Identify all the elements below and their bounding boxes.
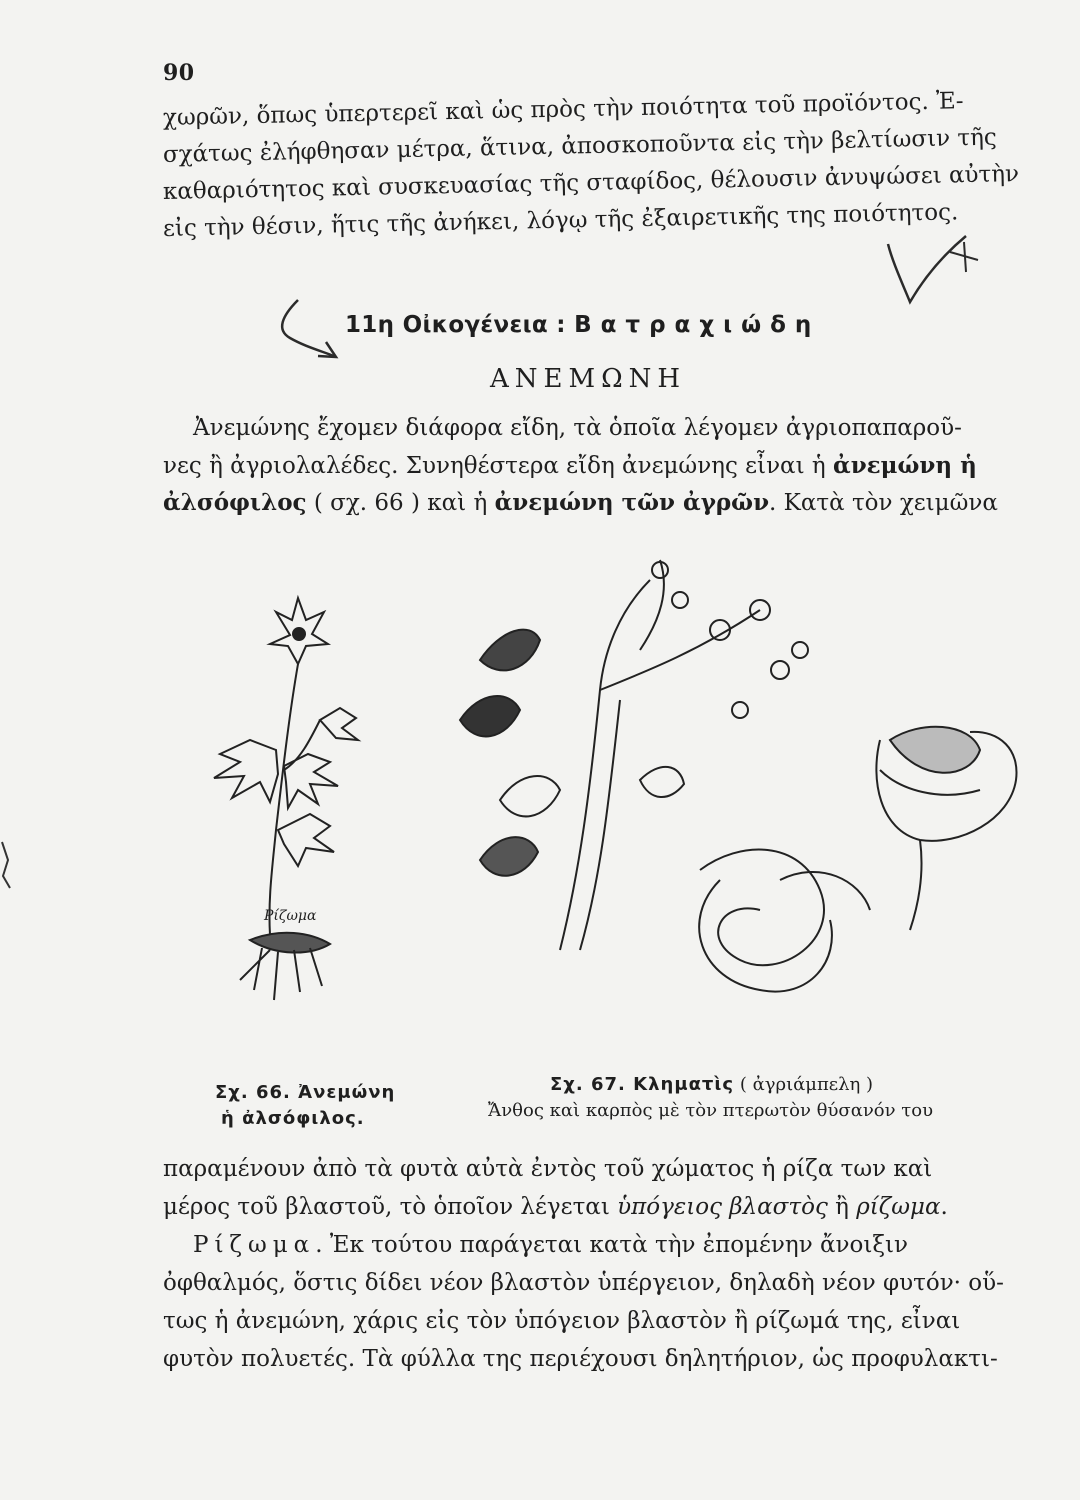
figure-66-caption <box>215 1080 395 1132</box>
text-run: μέρος τοῦ βλαστοῦ, τὸ ὁποῖον λέγεται <box>163 1194 618 1220</box>
text-line: σχάτως ἐλήφθησαν μέτρα, ἅτινα, ἀποσκοποῦντα εἰς τὴν βελτίωσιν τῆς <box>162 124 998 168</box>
italic-term: ὑπόγειος βλαστὸς <box>617 1194 828 1220</box>
text-line: Ἀνεμώνης ἔχομεν διάφορα εἴδη, τὰ ὁποῖα λέγομεν ἀγριοπαπαροῦ- <box>193 415 962 441</box>
text-line: τως ἡ ἀνεμώνη, χάρις εἰς τὸν ὑπόγειον βλαστὸν ἢ ρίζωμά της, εἶναι <box>163 1308 961 1334</box>
family-heading-prefix: 11η Οἰκογένεια : <box>345 312 575 338</box>
pencil-check-mark-icon <box>880 230 1000 310</box>
text-run: νες ἢ ἀγριολαλέδες. Συνηθέστερα εἴδη ἀνεμώνης εἶναι ἡ <box>163 453 834 479</box>
figure-67-description: Ἄνθος καὶ καρπὸς μὲ τὸν πτερωτὸν θύσανόν του <box>488 1100 934 1121</box>
family-heading-name: Βατραχιώδη <box>574 312 821 338</box>
text-run: . Ἐκ τούτου παράγεται κατὰ τὴν ἐπομένην ἄνοιξιν <box>315 1232 909 1258</box>
top-paragraph <box>162 88 1020 248</box>
rhizome-label: Ρίζωμα <box>264 908 317 924</box>
anemone-subheading: ΑΝΕΜΩΝΗ <box>490 364 687 394</box>
text-run: . <box>940 1194 948 1220</box>
text-run: . Κατὰ τὸν χειμῶνα <box>769 490 998 516</box>
bold-term: ἀνεμώνη τῶν ἀγρῶν <box>494 489 770 516</box>
clematis-plant-drawing <box>460 560 870 992</box>
text-run: ( σχ. 66 ) καὶ ἡ <box>306 490 495 516</box>
text-line <box>163 447 1013 484</box>
figure-67-common-name: ( ἀγριάμπελη ) <box>734 1074 874 1095</box>
text-line: χωρῶν, ὅπως ὑπερτερεῖ καὶ ὡς πρὸς τὴν ποιότητα τοῦ προϊόντος. Ἐ- <box>162 88 964 131</box>
text-run: ἢ <box>827 1194 857 1220</box>
text-line: καθαριότητος καὶ συσκευασίας τῆς σταφίδος, θέλουσιν ἀνυψώσει αὐτὴν <box>162 161 1020 205</box>
anemone-plant-drawing <box>214 598 358 1000</box>
figure-66-subtitle: ἡ ἀλσόφιλος. <box>221 1108 365 1129</box>
italic-term: ρίζωμα <box>856 1194 941 1220</box>
spaced-term: Ρίζωμα <box>193 1232 316 1258</box>
text-line: εἰς τὴν θέσιν, ἥτις τῆς ἀνήκει, λόγῳ τῆς ἐξαιρετικῆς της ποιότητος. <box>162 199 959 242</box>
text-line <box>163 484 1013 521</box>
text-line <box>163 1188 1013 1226</box>
figure-66-title: Σχ. 66. Ἀνεμώνη <box>215 1082 396 1103</box>
bottom-paragraph <box>163 1150 1013 1378</box>
bold-term: ἀλσόφιλος <box>163 489 307 516</box>
figure-67-title: Σχ. 67. Κληματὶς <box>550 1074 735 1095</box>
family-heading <box>345 312 820 338</box>
text-line: ὀφθαλμός, ὅστις δίδει νέον βλαστὸν ὑπέργειον, δηλαδὴ νέον φυτόν· οὕ- <box>163 1270 1004 1296</box>
page-number: 90 <box>163 60 195 86</box>
text-line <box>163 1226 1013 1264</box>
clematis-flower-drawing <box>876 727 1016 930</box>
text-line: παραμένουν ἀπὸ τὰ φυτὰ αὐτὰ ἐντὸς τοῦ χώματος ἡ ρίζα των καὶ <box>163 1156 933 1182</box>
margin-pencil-mark-icon <box>0 840 14 890</box>
pencil-arrow-icon <box>268 296 348 368</box>
text-line: φυτὸν πολυετές. Τὰ φύλλα της περιέχουσι δηλητήριον, ὡς προφυλακτι- <box>163 1346 998 1372</box>
botanical-illustration <box>180 540 1040 1040</box>
figure-67-caption <box>488 1072 934 1124</box>
intro-paragraph <box>163 410 1013 521</box>
bold-term: ἀνεμώνη ἡ <box>833 452 977 479</box>
